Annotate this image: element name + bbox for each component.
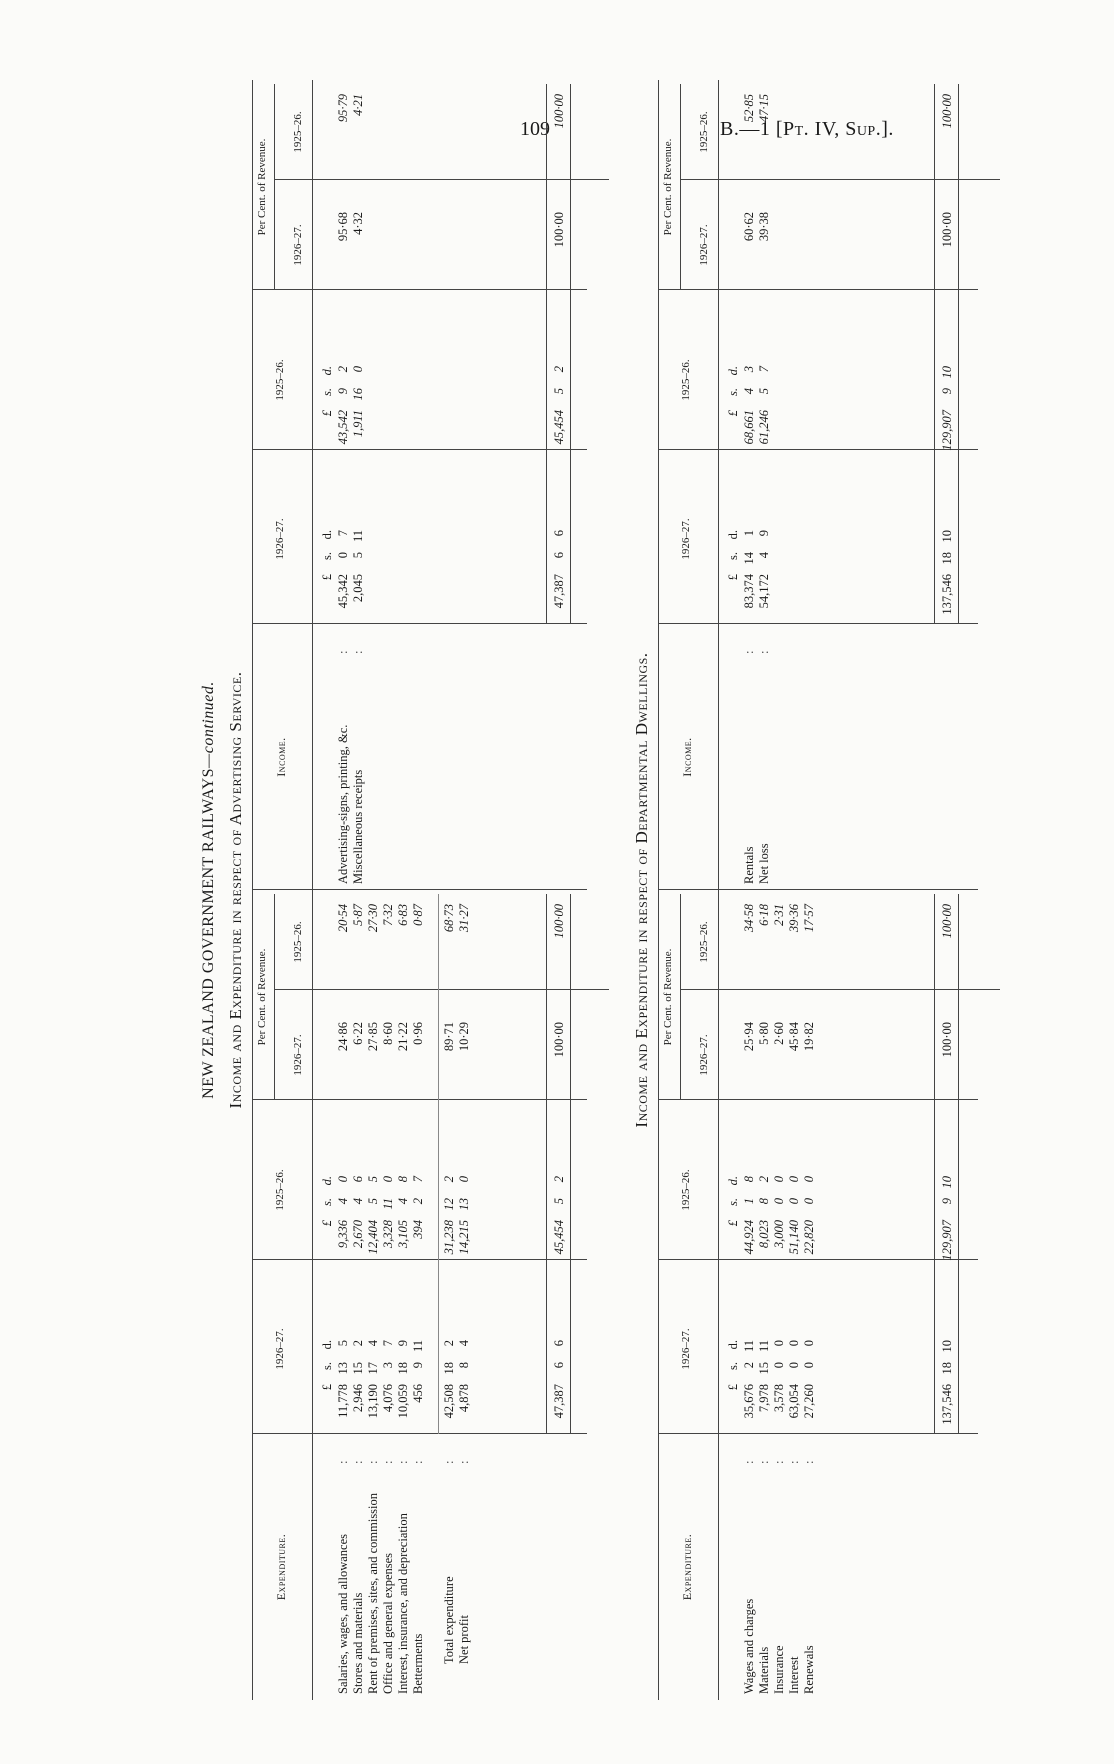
header-top-rule [252, 890, 253, 1700]
row-1926-pounds: 13,190 [366, 1384, 380, 1419]
row-pct-1926: 24·86 [336, 1022, 350, 1052]
row-label: Renewals [802, 1645, 816, 1694]
row-1925-shillings: 0 [772, 1198, 786, 1205]
column-rule [658, 1433, 978, 1434]
header-bottom-rule [312, 80, 313, 890]
pound-sign: £ [320, 574, 334, 581]
pct-1926-header: 1926–27. [698, 224, 710, 266]
grand-1926-pounds: 47,387 [552, 1384, 566, 1419]
row-1926-pence: 0 [802, 1340, 816, 1347]
grand-pct-1925: 100·00 [940, 904, 954, 939]
row-pct-1926: 45·84 [787, 1022, 801, 1052]
row-1926-pence: 2 [351, 1340, 365, 1347]
row-pct-1925: 6·83 [396, 904, 410, 926]
row-label: Materials [757, 1646, 771, 1694]
grand-1925-shillings: 5 [552, 388, 566, 395]
total-label: Total expenditure [442, 1576, 456, 1664]
column-rule [658, 449, 978, 450]
row-1926-pounds: 2,045 [351, 574, 365, 603]
row-label: Interest [787, 1656, 801, 1694]
pct-1926-header: 1926–27. [292, 1034, 304, 1076]
row-dots: : [772, 1460, 786, 1464]
col-1926-header: 1926–27. [274, 1328, 286, 1370]
pct-header: Per Cent. of Revenue. [256, 138, 268, 236]
row-1925-shillings: 2 [411, 1198, 425, 1205]
header-bottom-rule [718, 890, 719, 1700]
row-label: Office and general expenses [381, 1552, 395, 1694]
col-1925-header: 1925–26. [680, 1169, 692, 1211]
total-1925-pence: 2 [442, 1176, 456, 1183]
row-dots: : [411, 1460, 425, 1464]
total-1926-pence: 4 [457, 1340, 471, 1347]
pct-1926-header: 1926–27. [698, 1034, 710, 1076]
grand-1926-shillings: 6 [552, 552, 566, 559]
pct-subheader-rule [274, 894, 275, 1100]
row-pct-1926: 8·60 [381, 1022, 395, 1045]
column-rule [252, 623, 587, 624]
row-1925-pence: 2 [336, 366, 350, 373]
grand-1926-pence: 10 [940, 1340, 954, 1353]
row-pct-1926: 6·22 [351, 1022, 365, 1045]
pct-header: Per Cent. of Revenue. [662, 948, 674, 1046]
row-1926-pence: 7 [381, 1340, 395, 1347]
pct-1925-header: 1925–26. [698, 921, 710, 963]
row-1925-pounds: 12,404 [366, 1220, 380, 1255]
grand-1925-pence: 10 [940, 1176, 954, 1189]
row-1926-pounds: 35,676 [742, 1384, 756, 1419]
row-dots: : [381, 1460, 395, 1464]
row-label: Rentals [742, 846, 756, 884]
row-pct-1925: 0·87 [411, 904, 425, 926]
grand-1926-shillings: 18 [940, 1362, 954, 1375]
row-pct-1925: 17·57 [802, 904, 816, 933]
total-pct-1926: 89·71 [442, 1022, 456, 1052]
exp-header: Expenditure. [274, 1533, 288, 1601]
row-1926-pounds: 2,946 [351, 1384, 365, 1413]
total-pct-1925: 31·27 [457, 904, 471, 933]
row-pct-1926: 4·32 [351, 212, 365, 235]
row-1926-pounds: 27,260 [802, 1384, 816, 1419]
advertising-income-table [252, 80, 587, 890]
row-1925-pence: 3 [742, 366, 756, 373]
row-pct-1926: 0·96 [411, 1022, 425, 1045]
row-1926-shillings: 9 [411, 1362, 425, 1369]
grand-pct-1926: 100·00 [552, 212, 566, 248]
header-top-rule [658, 890, 659, 1700]
shilling-sign: s. [726, 1362, 740, 1370]
grand-1925-pounds: 129,907 [940, 1220, 954, 1261]
row-pct-1925: 2·31 [772, 904, 786, 926]
pence-sign: d. [320, 1176, 334, 1186]
row-1925-shillings: 1 [742, 1198, 756, 1205]
row-pct-1926: 25·94 [742, 1022, 756, 1052]
pound-sign: £ [320, 1384, 334, 1391]
row-1926-pence: 11 [351, 530, 365, 543]
grand-pct-1925: 100·00 [552, 94, 566, 129]
row-1925-shillings: 0 [787, 1198, 801, 1205]
grand-1925-pounds: 129,907 [940, 410, 954, 451]
row-1926-pence: 11 [411, 1340, 425, 1353]
row-dots: : [757, 1460, 771, 1464]
row-1925-shillings: 16 [351, 388, 365, 401]
row-pct-1925: 27·30 [366, 904, 380, 933]
row-dots: : [351, 1460, 365, 1464]
dwellings-expenditure-table [658, 890, 978, 1700]
row-1925-pounds: 2,670 [351, 1220, 365, 1249]
row-pct-1926: 60·62 [742, 212, 756, 242]
row-label: Stores and materials [351, 1592, 365, 1694]
pence-sign: d. [726, 1176, 740, 1186]
row-label: Rent of premises, sites, and commission [366, 1492, 380, 1694]
pound-sign: £ [726, 574, 740, 581]
total-pct-1926: 10·29 [457, 1022, 471, 1052]
col-1925-header: 1925–26. [680, 359, 692, 401]
row-1926-shillings: 14 [742, 552, 756, 565]
row-1925-pence: 8 [742, 1176, 756, 1183]
advertising-heading: Income and Expenditure in respect of Advertising Service. [226, 671, 245, 1109]
grand-1925-pence: 2 [552, 1176, 566, 1183]
total-1926-pounds: 4,878 [457, 1384, 471, 1413]
shilling-sign: s. [320, 1362, 334, 1370]
dwellings-income-table [658, 80, 978, 890]
row-1925-pence: 0 [351, 366, 365, 373]
pct-header: Per Cent. of Revenue. [662, 138, 674, 236]
row-1925-pounds: 61,246 [757, 410, 771, 445]
grand-total-top-rule [546, 894, 547, 1434]
row-label: Interest, insurance, and depreciation [396, 1513, 410, 1694]
row-1926-pence: 0 [787, 1340, 801, 1347]
row-pct-1925: 6·18 [757, 904, 771, 926]
shilling-sign: s. [726, 1198, 740, 1206]
pence-sign: d. [726, 530, 740, 540]
shilling-sign: s. [320, 388, 334, 396]
grand-total-top-rule [546, 84, 547, 624]
grand-pct-1925: 100·00 [940, 94, 954, 129]
inc-header: Income. [274, 737, 288, 777]
row-1925-pence: 7 [757, 366, 771, 373]
row-dots: : [757, 650, 771, 654]
row-dots: : [366, 1460, 380, 1464]
col-1926-header: 1926–27. [680, 518, 692, 560]
row-1926-shillings: 13 [336, 1362, 350, 1375]
row-1926-pence: 11 [757, 1340, 771, 1353]
row-label: Net loss [757, 843, 771, 884]
row-1926-pounds: 11,778 [336, 1384, 350, 1418]
row-1926-pounds: 3,578 [772, 1384, 786, 1413]
row-pct-1926: 5·80 [757, 1022, 771, 1045]
grand-1925-shillings: 5 [552, 1198, 566, 1205]
row-1925-shillings: 4 [336, 1198, 350, 1205]
row-dots: : [457, 1460, 471, 1464]
row-1925-pounds: 3,105 [396, 1220, 410, 1249]
grand-pct-1926: 100·00 [940, 1022, 954, 1058]
row-label: Insurance [772, 1645, 786, 1694]
row-pct-1925: 47·15 [757, 94, 771, 123]
row-pct-1926: 39·38 [757, 212, 771, 242]
row-pct-1925: 5·87 [351, 904, 365, 926]
row-1925-pence: 0 [336, 1176, 350, 1183]
grand-1925-pence: 2 [552, 366, 566, 373]
column-rule [274, 989, 609, 990]
reference-part: Pt. IV, Sup. [783, 118, 882, 140]
total-1926-shillings: 18 [442, 1362, 456, 1375]
row-label: Betterments [411, 1633, 425, 1694]
grand-1925-pence: 10 [940, 366, 954, 379]
row-1925-shillings: 9 [336, 388, 350, 395]
row-1925-pounds: 44,924 [742, 1220, 756, 1255]
pence-sign: d. [320, 366, 334, 376]
row-1926-pence: 7 [336, 530, 350, 537]
total-pct-1925: 68·73 [442, 904, 456, 933]
row-1926-pence: 9 [396, 1340, 410, 1347]
row-1925-shillings: 0 [802, 1198, 816, 1205]
rotated-tables [192, 80, 1012, 1700]
row-1925-pounds: 9,336 [336, 1220, 350, 1249]
row-1925-shillings: 4 [351, 1198, 365, 1205]
row-pct-1925: 20·54 [336, 904, 350, 933]
grand-1926-pence: 6 [552, 530, 566, 537]
row-label: Advertising-signs, printing, &c. [336, 724, 350, 884]
grand-pct-1926: 100·00 [940, 212, 954, 248]
row-1925-pence: 7 [411, 1176, 425, 1183]
header-top-rule [658, 80, 659, 890]
row-pct-1925: 52·85 [742, 94, 756, 123]
inc-header: Income. [680, 737, 694, 777]
row-1926-shillings: 4 [757, 552, 771, 559]
grand-total-bottom-rule [958, 894, 959, 1434]
column-rule [658, 623, 978, 624]
grand-1926-pounds: 137,546 [940, 574, 954, 615]
pound-sign: £ [320, 410, 334, 417]
row-1926-shillings: 15 [757, 1362, 771, 1375]
row-dots: : [396, 1460, 410, 1464]
row-pct-1925: 7·32 [381, 904, 395, 926]
row-label: Wages and charges [742, 1598, 756, 1694]
row-1925-pounds: 22,820 [802, 1220, 816, 1255]
pct-subheader-rule [680, 894, 681, 1100]
row-1925-shillings: 5 [366, 1198, 380, 1205]
pound-sign: £ [726, 410, 740, 417]
grand-total-bottom-rule [958, 84, 959, 624]
row-1926-pounds: 7,978 [757, 1384, 771, 1413]
row-1926-pence: 11 [742, 1340, 756, 1353]
grand-total-bottom-rule [570, 84, 571, 624]
pence-sign: d. [726, 1340, 740, 1350]
row-1926-pounds: 54,172 [757, 574, 771, 609]
row-1925-pounds: 68,661 [742, 410, 756, 445]
row-pct-1926: 2·60 [772, 1022, 786, 1045]
total-1925-shillings: 13 [457, 1198, 471, 1211]
row-1925-pounds: 43,542 [336, 410, 350, 445]
pct-subheader-rule [680, 84, 681, 290]
row-1925-shillings: 8 [757, 1198, 771, 1205]
shilling-sign: s. [320, 552, 334, 560]
row-1926-pounds: 10,059 [396, 1384, 410, 1419]
column-rule [274, 179, 609, 180]
reference-close: ]. [881, 118, 894, 140]
pct-1925-header: 1925–26. [292, 111, 304, 153]
row-1925-shillings: 4 [396, 1198, 410, 1205]
column-rule [680, 989, 1000, 990]
row-pct-1926: 19·82 [802, 1022, 816, 1052]
row-dots: : [802, 1460, 816, 1464]
grand-1926-shillings: 6 [552, 1362, 566, 1369]
row-1926-pence: 4 [366, 1340, 380, 1347]
row-pct-1925: 34·58 [742, 904, 756, 933]
row-1925-shillings: 11 [381, 1198, 395, 1210]
pct-1926-header: 1926–27. [292, 224, 304, 266]
pound-sign: £ [726, 1220, 740, 1227]
column-rule [658, 1259, 978, 1260]
pct-1925-header: 1925–26. [698, 111, 710, 153]
row-1926-shillings: 3 [381, 1362, 395, 1369]
title-continued: —continued. [200, 681, 217, 768]
row-dots: : [742, 1460, 756, 1464]
total-label: Net profit [457, 1615, 471, 1664]
row-pct-1925: 4·21 [351, 94, 365, 116]
row-1925-pence: 8 [396, 1176, 410, 1183]
row-1925-pence: 0 [772, 1176, 786, 1183]
row-1925-pence: 5 [366, 1176, 380, 1183]
pound-sign: £ [726, 1384, 740, 1391]
row-dots: : [336, 1460, 350, 1464]
row-label: Miscellaneous receipts [351, 769, 365, 884]
pence-sign: d. [726, 366, 740, 376]
row-1926-pence: 0 [772, 1340, 786, 1347]
row-1926-shillings: 17 [366, 1362, 380, 1375]
row-1925-pence: 0 [787, 1176, 801, 1183]
row-1925-pounds: 8,023 [757, 1220, 771, 1249]
row-1925-pounds: 1,911 [351, 410, 365, 438]
row-pct-1926: 27·85 [366, 1022, 380, 1052]
row-1926-pounds: 45,342 [336, 574, 350, 609]
column-rule [680, 179, 1000, 180]
row-1926-pounds: 63,054 [787, 1384, 801, 1419]
row-1926-shillings: 2 [742, 1362, 756, 1369]
row-1925-shillings: 5 [757, 388, 771, 395]
row-1925-pounds: 3,328 [381, 1220, 395, 1249]
row-1926-pence: 1 [742, 530, 756, 537]
reference-main: B.—1 [ [720, 118, 783, 140]
row-1926-pounds: 83,374 [742, 574, 756, 609]
dwellings-heading: Income and Expenditure in respect of Departmental Dwellings. [632, 652, 651, 1128]
row-1926-shillings: 0 [787, 1362, 801, 1369]
header-bottom-rule [718, 80, 719, 890]
shilling-sign: s. [726, 388, 740, 396]
row-pct-1926: 95·68 [336, 212, 350, 242]
row-dots: : [336, 650, 350, 654]
row-1925-pence: 0 [381, 1176, 395, 1183]
row-1926-shillings: 0 [772, 1362, 786, 1369]
grand-1926-shillings: 18 [940, 552, 954, 565]
total-1925-pounds: 31,238 [442, 1220, 456, 1255]
row-pct-1925: 95·79 [336, 94, 350, 123]
pence-sign: d. [320, 530, 334, 540]
row-1925-shillings: 4 [742, 388, 756, 395]
row-dots: : [742, 650, 756, 654]
col-1925-header: 1925–26. [274, 359, 286, 401]
total-1926-shillings: 8 [457, 1362, 471, 1369]
row-1926-pounds: 456 [411, 1384, 425, 1403]
row-1926-shillings: 5 [351, 552, 365, 559]
subtotal-rule [438, 894, 439, 1434]
total-1925-pounds: 14,215 [457, 1220, 471, 1255]
row-dots: : [442, 1460, 456, 1464]
grand-1926-pounds: 137,546 [940, 1384, 954, 1425]
row-1925-pounds: 51,140 [787, 1220, 801, 1255]
grand-1925-pounds: 45,454 [552, 1220, 566, 1255]
pct-header: Per Cent. of Revenue. [256, 948, 268, 1046]
grand-total-bottom-rule [570, 894, 571, 1434]
pence-sign: d. [320, 1340, 334, 1350]
page-title [200, 80, 218, 1700]
grand-1926-pounds: 47,387 [552, 574, 566, 609]
row-1926-shillings: 18 [396, 1362, 410, 1375]
title-text: NEW ZEALAND GOVERNMENT RAILWAYS [200, 767, 217, 1099]
row-label: Salaries, wages, and allowances [336, 1533, 350, 1694]
row-1925-pounds: 3,000 [772, 1220, 786, 1249]
row-1926-pence: 5 [336, 1340, 350, 1347]
row-1925-pence: 2 [757, 1176, 771, 1183]
grand-1925-shillings: 9 [940, 388, 954, 395]
header-top-rule [252, 80, 253, 890]
col-1926-header: 1926–27. [274, 518, 286, 560]
row-dots: : [351, 650, 365, 654]
pound-sign: £ [320, 1220, 334, 1227]
row-dots: : [787, 1460, 801, 1464]
grand-pct-1925: 100·00 [552, 904, 566, 939]
row-pct-1926: 21·22 [396, 1022, 410, 1052]
row-1926-pounds: 4,076 [381, 1384, 395, 1413]
grand-total-top-rule [934, 894, 935, 1434]
grand-total-top-rule [934, 84, 935, 624]
row-1926-shillings: 15 [351, 1362, 365, 1375]
page-number: 109 [520, 118, 550, 140]
grand-1925-shillings: 9 [940, 1198, 954, 1205]
shilling-sign: s. [726, 552, 740, 560]
grand-pct-1926: 100·00 [552, 1022, 566, 1058]
total-1926-pounds: 42,508 [442, 1384, 456, 1419]
row-1926-shillings: 0 [802, 1362, 816, 1369]
advertising-expenditure-table [252, 890, 587, 1700]
column-rule [252, 449, 587, 450]
grand-1926-pence: 10 [940, 530, 954, 543]
grand-1926-pence: 6 [552, 1340, 566, 1347]
grand-1925-pounds: 45,454 [552, 410, 566, 445]
row-1926-pence: 9 [757, 530, 771, 537]
total-1925-shillings: 12 [442, 1198, 456, 1211]
pct-1925-header: 1925–26. [292, 921, 304, 963]
col-1926-header: 1926–27. [680, 1328, 692, 1370]
total-1926-pence: 2 [442, 1340, 456, 1347]
row-1926-shillings: 0 [336, 552, 350, 559]
header-bottom-rule [312, 890, 313, 1700]
col-1925-header: 1925–26. [274, 1169, 286, 1211]
pct-subheader-rule [274, 84, 275, 290]
row-pct-1925: 39·36 [787, 904, 801, 933]
row-1925-pounds: 394 [411, 1220, 425, 1239]
exp-header: Expenditure. [680, 1533, 694, 1601]
shilling-sign: s. [320, 1198, 334, 1206]
total-1925-pence: 0 [457, 1176, 471, 1183]
row-1925-pence: 0 [802, 1176, 816, 1183]
row-1925-pence: 6 [351, 1176, 365, 1183]
